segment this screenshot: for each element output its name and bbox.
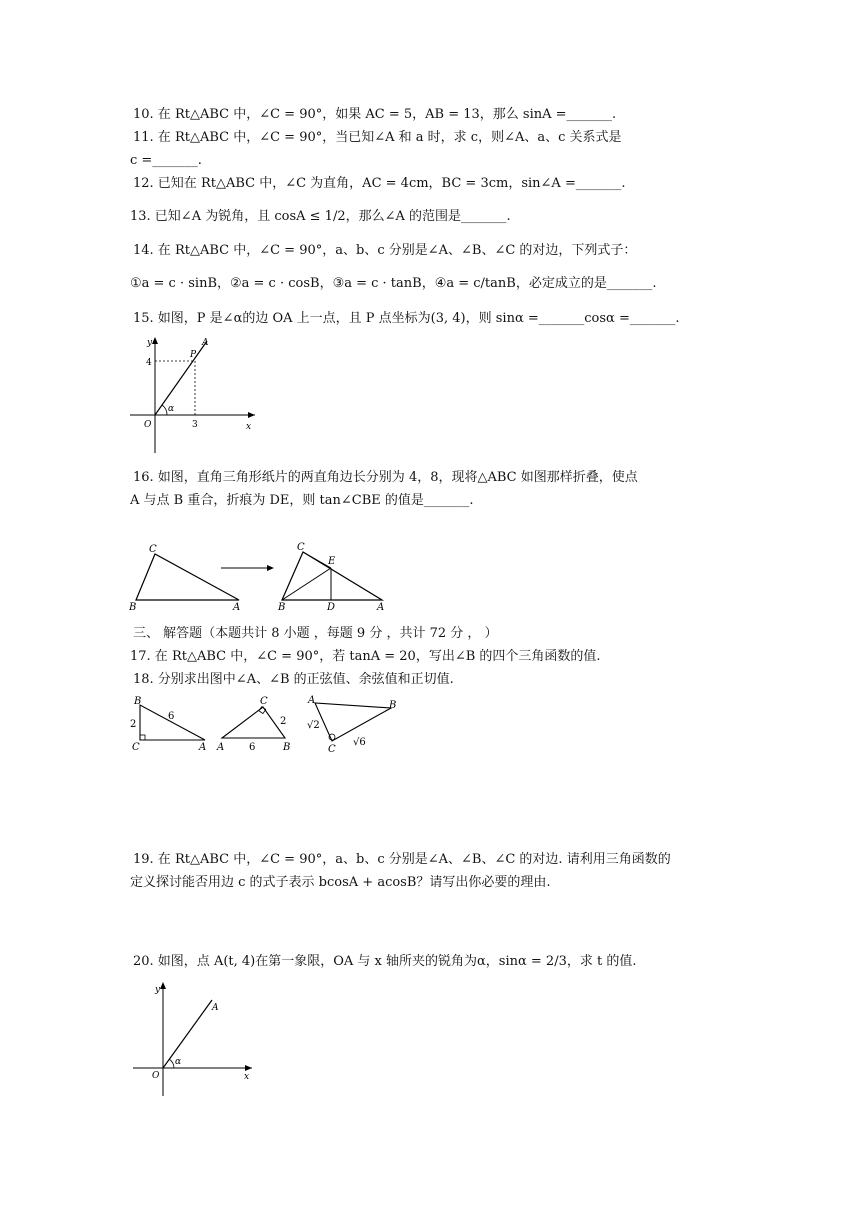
question-16-line2: A 与点 B 重合，折痕为 DE，则 tan∠CBE 的值是_______.: [130, 493, 474, 508]
question-14-line1: 14. 在 Rt△ABC 中，∠C = 90°，a、b、c 分别是∠A、∠B、∠C 的对边，下列式子：: [133, 243, 637, 258]
fig18-t2-label-b: B: [283, 742, 291, 753]
figure-20: [128, 978, 258, 1100]
fig16-label-e: E: [328, 556, 336, 567]
fig20-y-label: y: [155, 985, 161, 995]
question-14-line2: ①a = c · sinB，②a = c · cosB，③a = c · tanB，④a = c/tanB，必定成立的是_______.: [130, 276, 657, 291]
fig16-label-c2: C: [297, 542, 305, 553]
fig18-t3-label-b: B: [389, 700, 397, 711]
fig18-t2-side-2: 2: [280, 716, 287, 727]
question-18: 18. 分别求出图中∠A、∠B 的正弦值、余弦值和正切值.: [133, 672, 454, 687]
question-19-line2: 定义探讨能否用边 c 的式子表示 bcosA + acosB？请写出你必要的理由.: [130, 875, 551, 890]
fig16-label-a2: A: [377, 602, 385, 613]
question-10: 10. 在 Rt△ABC 中，∠C = 90°，如果 AC = 5，AB = 13，那么 sinA =_______.: [133, 107, 617, 122]
fig20-x-label: x: [244, 1072, 250, 1082]
fig18-t1-label-a: A: [199, 742, 207, 753]
fig15-point-p-label: P: [190, 350, 197, 360]
question-12: 12. 已知在 Rt△ABC 中，∠C 为直角，AC = 4cm，BC = 3cm，sin∠A =_______.: [133, 176, 626, 191]
fig18-t3-label-c: C: [328, 744, 336, 755]
fig20-origin-label: O: [152, 1071, 160, 1081]
fig15-point-a-label: A: [202, 338, 209, 348]
fig18-t3-side-sqrt2: √2: [307, 720, 320, 731]
question-17: 17. 在 Rt△ABC 中，∠C = 90°，若 tanA = 20，写出∠B 的四个三角函数的值.: [130, 649, 601, 664]
fig18-t2-label-c: C: [260, 696, 268, 707]
fig16-label-a: A: [233, 602, 241, 613]
section-3-heading: 三、 解答题（本题共计 8 小题 ，每题 9 分 ，共计 72 分 ， ）: [133, 626, 498, 641]
question-15: 15. 如图，P 是∠α的边 OA 上一点，且 P 点坐标为(3, 4)，则 sinα =_______cosα =_______.: [133, 311, 680, 326]
fig20-point-a-label: A: [212, 1003, 219, 1013]
fig16-label-b: B: [129, 602, 137, 613]
fig20-alpha-label: α: [175, 1057, 182, 1067]
fig16-label-c: C: [149, 544, 157, 555]
fig16-label-d: D: [327, 602, 336, 613]
fig15-y-tick: 4: [146, 358, 152, 368]
fig18-t3-side-sqrt6: √6: [353, 737, 366, 748]
figure-15: [125, 333, 265, 458]
fig16-label-b2: B: [278, 602, 286, 613]
fig18-t2-label-a: A: [217, 742, 225, 753]
fig18-t1-side-6: 6: [168, 711, 175, 722]
fig15-x-tick: 3: [192, 420, 198, 430]
figure-16: [125, 538, 395, 616]
fig18-t1-label-c: C: [132, 742, 140, 753]
fig18-t1-label-b: B: [134, 696, 142, 707]
fig15-origin-label: O: [144, 420, 152, 430]
question-11-line1: 11. 在 Rt△ABC 中，∠C = 90°，当已知∠A 和 a 时，求 c，则∠A、a、c 关系式是: [133, 130, 622, 145]
fig15-x-label: x: [246, 422, 252, 432]
fig18-t3-label-a: A: [308, 695, 316, 706]
fig15-alpha-label: α: [168, 404, 175, 414]
fig18-t2-side-6: 6: [249, 742, 256, 753]
fig18-t1-side-2: 2: [130, 719, 137, 730]
question-20: 20. 如图，点 A(t, 4)在第一象限，OA 与 x 轴所夹的锐角为α，sinα = 2/3，求 t 的值.: [133, 954, 637, 969]
question-16-line1: 16. 如图，直角三角形纸片的两直角边长分别为 4，8，现将△ABC 如图那样折叠，使点: [133, 470, 638, 485]
question-19-line1: 19. 在 Rt△ABC 中，∠C = 90°，a、b、c 分别是∠A、∠B、∠C 的对边. 请利用三角函数的: [133, 852, 671, 867]
question-11-line2: c =_______.: [130, 153, 202, 168]
fig15-y-label: y: [147, 338, 153, 348]
question-13: 13. 已知∠A 为锐角，且 cosA ≤ 1/2，那么∠A 的范围是_______.: [130, 209, 511, 224]
figure-18: [125, 693, 405, 755]
